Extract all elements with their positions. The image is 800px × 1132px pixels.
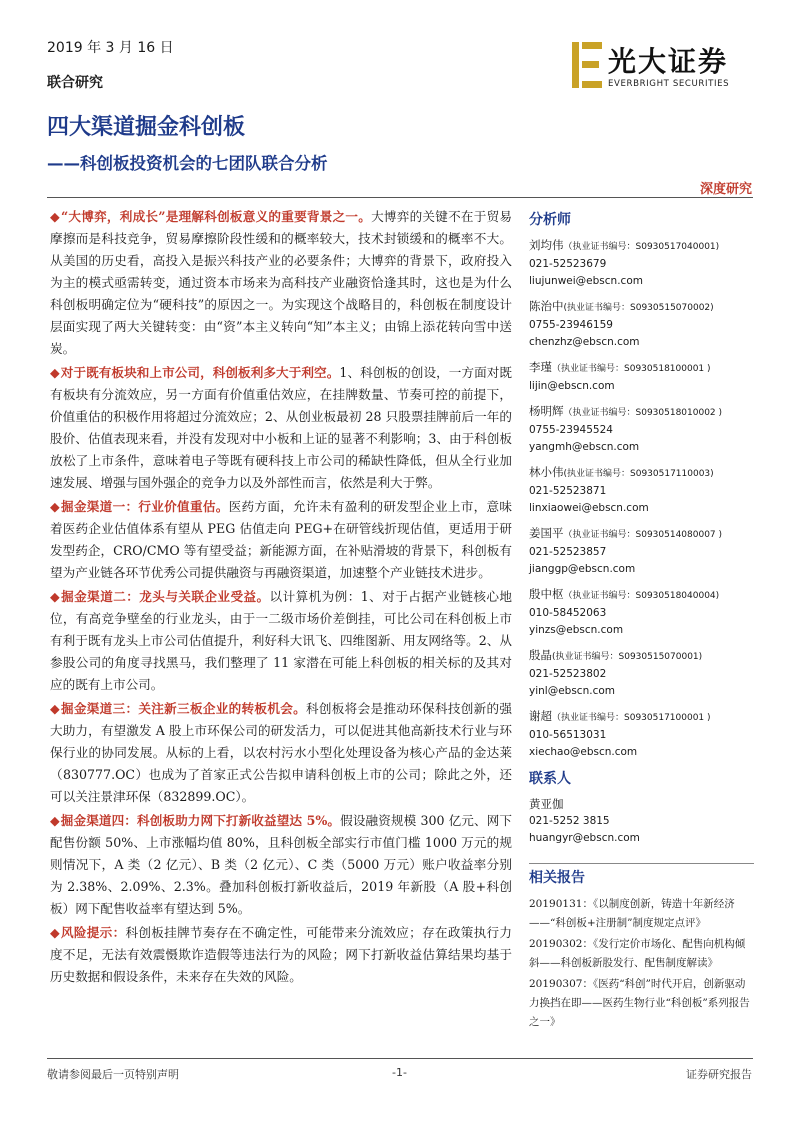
- report-date: 2019 年 3 月 16 日: [47, 40, 174, 56]
- contact-phone: 021-5252 3815: [529, 815, 610, 827]
- contact-name: 黄亚伽: [529, 797, 564, 811]
- bullet-icon: ◆: [50, 589, 61, 604]
- sidebar: [529, 206, 754, 1034]
- analyst-phone: 021-52523871: [529, 485, 607, 497]
- analyst-email[interactable]: lijin@ebscn.com: [529, 380, 615, 392]
- analyst-name: 刘均伟: [529, 238, 564, 252]
- analyst-email[interactable]: linxiaowei@ebscn.com: [529, 502, 649, 514]
- analyst-email[interactable]: jianggp@ebscn.com: [529, 563, 636, 575]
- bullet-icon: ◆: [50, 701, 60, 716]
- analyst-phone: 021-52523857: [529, 546, 607, 558]
- analyst-card: [529, 708, 754, 761]
- analyst-email[interactable]: yangmh@ebscn.com: [529, 441, 640, 453]
- report-subtitle: ——科创板投资机会的七团队联合分析: [47, 154, 328, 173]
- analysts-heading: 分析师: [529, 212, 571, 228]
- analyst-name: 谢超: [529, 709, 552, 723]
- analyst-phone: 021-52523802: [529, 668, 607, 680]
- contact-heading: 联系人: [529, 771, 571, 787]
- analyst-header: [529, 237, 754, 256]
- analyst-header: [529, 586, 754, 605]
- analyst-phone: 0755-23945524: [529, 424, 613, 436]
- analyst-cert: （执业证书编号：S0930518040004): [563, 591, 720, 601]
- contact-card: [529, 796, 754, 847]
- logo-mark-icon: [572, 42, 602, 88]
- bullet-icon: ◆: [50, 813, 60, 828]
- bullet-icon: ◆: [50, 209, 60, 224]
- report-title: 四大渠道掘金科创板: [47, 115, 246, 140]
- company-logo: [572, 42, 752, 94]
- related-reports-heading: 相关报告: [529, 870, 585, 886]
- analyst-cert: （执业证书编号：S0930518100001 ): [552, 364, 711, 374]
- analyst-name: 姜国平: [529, 526, 564, 540]
- analyst-card: [529, 298, 754, 351]
- analyst-card: [529, 359, 754, 395]
- analyst-card: [529, 464, 754, 517]
- related-report-item[interactable]: 20190131：《以制度创新，铸造十年新经济——“科创板+注册制”制度规定点评》: [529, 898, 735, 929]
- bullet-icon: ◆: [50, 365, 60, 380]
- analyst-email[interactable]: chenzhz@ebscn.com: [529, 336, 640, 348]
- analyst-header: [529, 708, 754, 727]
- analyst-name: 殷晶: [529, 648, 552, 662]
- analyst-name: 李瑾: [529, 360, 552, 374]
- analyst-email[interactable]: yinl@ebscn.com: [529, 685, 615, 697]
- paragraph-channel-four: ◆掘金渠道四：科创板助力网下打新收益望达 5%。假设融资规模 300 亿元、网下配售份额 50%、上市涨幅均值 80%，且科创板全部实行市值门槛 1000 万元的规则情况下，A 类（2 亿元）、B 类（2 亿元）、C 类（5000 万元）账户收益率分别为 2.38%、2.09%、2.3%。叠加科创板打新收益后，2019 年新股（A 股+科创板）网下配售收益率有望达到 5%。: [50, 813, 512, 916]
- analyst-card: [529, 403, 754, 456]
- analyst-cert: （执业证书编号：S0930517100001 ): [552, 713, 711, 723]
- report-type: 联合研究: [47, 75, 103, 91]
- paragraph-background: ◆“大博弈，利成长”是理解科创板意义的重要背景之一。大博弈的关键不在于贸易摩擦而是科技竞争，贸易摩擦阶段性缓和的概率较大，技术封锁缓和的概率不大。从美国的历史看，高投入是振兴科技产业的必要条件；大博弈的背景下，政府投入为主的模式亟需转变，通过资本市场来为高科技产业融资恰逢其时，这也是为什么科创板明确定位为“硬科技”的原因之一。为实现这个战略目的，科创板在制度设计层面实现了两大关键转变：由“资”本主义转向“知”本主义；由锦上添花转向雪中送炭。: [50, 209, 513, 356]
- analyst-cert: （执业证书编号：S0930517040001): [563, 242, 720, 252]
- report-category: 深度研究: [699, 182, 752, 197]
- analyst-name: 陈治中: [529, 299, 564, 313]
- analyst-header: [529, 647, 754, 666]
- analyst-name: 杨明辉: [529, 404, 564, 418]
- footer-disclaimer: 敬请参阅最后一页特别声明: [47, 1068, 179, 1081]
- paragraph-channel-two: ◆掘金渠道二：龙头与关联企业受益。以计算机为例：1、对于占据产业链核心地位，有高竞争壁垒的行业龙头，由于一二级市场价差倒挂，可比公司在科创板上市有利于既有龙头上市公司估值提升，利好科大讯飞、四维图新、用友网络等。2、从参股公司的角度寻找黑马，我们整理了 11 家潜在可能上科创板的相关标的及其对应的既有上市公司。: [50, 589, 513, 692]
- analyst-card: [529, 237, 754, 290]
- sidebar-divider: [529, 863, 754, 864]
- analyst-cert: (执业证书编号：S0930515070002): [563, 303, 714, 313]
- main-content: [50, 206, 512, 990]
- logo-text-cn: 光大证券: [608, 45, 729, 78]
- analyst-header: [529, 525, 754, 544]
- contact-email[interactable]: huangyr@ebscn.com: [529, 832, 640, 844]
- analyst-cert: （执业证书编号：S0930518010002 ): [563, 408, 723, 418]
- analyst-email[interactable]: yinzs@ebscn.com: [529, 624, 624, 636]
- analyst-cert: (执业证书编号：S0930517110003): [563, 469, 714, 479]
- logo-text-en: EVERBRIGHT SECURITIES: [608, 79, 730, 89]
- analyst-card: [529, 586, 754, 639]
- paragraph-channel-one: ◆掘金渠道一：行业价值重估。医药方面，允许未有盈利的研发型企业上市，意味着医药企业估值体系有望从 PEG 估值走向 PEG+在研管线折现估值，更适用于研发型药企，CRO/CMO 等有望受益；新能源方面，在补贴滑坡的背景下，科创板有望为产业链各环节优秀公司提供融资与再融资渠道，加速整个产业链技术进步。: [50, 499, 513, 580]
- analyst-cert: （执业证书编号：S0930514080007 ): [563, 530, 723, 540]
- analyst-header: [529, 359, 754, 378]
- analyst-header: [529, 403, 754, 422]
- footer-divider: [47, 1058, 753, 1059]
- bullet-icon: ◆: [50, 499, 60, 514]
- related-report-item[interactable]: 20190307：《医药“科创”时代开启，创新驱动力换挡在即——医药生物行业“科创板”系列报告之一》: [529, 978, 750, 1028]
- analyst-list: [529, 237, 754, 761]
- analyst-card: [529, 525, 754, 578]
- analyst-header: [529, 464, 754, 483]
- paragraph-existing-boards: ◆对于既有板块和上市公司，科创板利多大于利空。1、科创板的创设，一方面对既有板块有分流效应，另一方面有价值重估效应，在挂牌数量、节奏可控的前提下，价值重估的积极作用将超过分流效应；2、从创业板最初 28 只股票挂牌前后一年的股价、估值表现来看，并没有发现对中小板和上证的显著不利影响；3、由于科创板放松了上市条件，意味着电子等既有硬科技上市公司的稀缺性降低，但从全行业加速发展、增强与国外强企的竞争力以及外部性而言，依然是利大于弊。: [50, 365, 513, 490]
- bullet-icon: ◆: [50, 925, 60, 940]
- analyst-card: [529, 647, 754, 700]
- analyst-phone: 0755-23946159: [529, 319, 613, 331]
- analyst-phone: 010-56513031: [529, 729, 607, 741]
- header-divider: [47, 197, 753, 198]
- related-report-item[interactable]: 20190302：《发行定价市场化、配售向机构倾斜——科创板新股发行、配售制度解读》: [529, 938, 746, 969]
- analyst-name: 殷中枢: [529, 587, 564, 601]
- page-number: -1-: [392, 1066, 407, 1079]
- analyst-header: [529, 298, 754, 317]
- paragraph-channel-three: ◆掘金渠道三：关注新三板企业的转板机会。科创板将会是推动环保科技创新的强大助力，有望激发 A 股上市环保公司的研发活力，可以促进其他高新技术行业与环保行业的协同发展。从标的上看，以农村污水小型化处理设备为核心产品的金达莱（830777.OC）也成为了首家正式公告拟申请科创板上市的公司；除此之外，还可以关注景津环保（832899.OC）。: [50, 701, 513, 804]
- analyst-phone: 021-52523679: [529, 258, 607, 270]
- analyst-name: 林小伟: [529, 465, 564, 479]
- analyst-email[interactable]: liujunwei@ebscn.com: [529, 275, 643, 287]
- paragraph-risk: ◆风险提示：科创板挂牌节奏存在不确定性，可能带来分流效应；存在政策执行力度不足，无法有效震慑欺诈造假等违法行为的风险；网下打新收益估算结果均基于历史数据和假设条件，未来存在失效的风险。: [50, 925, 513, 984]
- analyst-email[interactable]: xiechao@ebscn.com: [529, 746, 638, 758]
- analyst-phone: 010-58452063: [529, 607, 607, 619]
- footer-report-label: 证券研究报告: [686, 1068, 752, 1081]
- analyst-cert: (执业证书编号：S0930515070001): [552, 652, 703, 662]
